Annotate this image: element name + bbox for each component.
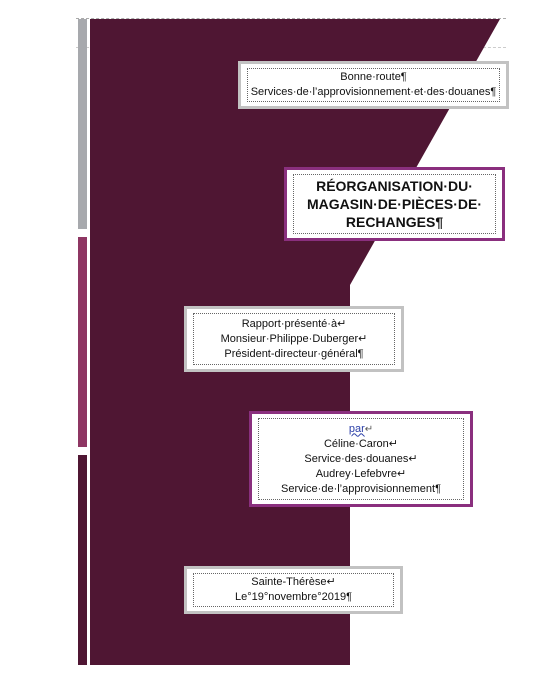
authors-line-1: Céline·Caron↵ [323, 437, 399, 450]
title-line-2: MAGASIN·DE·PIÈCES·DE· [306, 196, 482, 212]
authors-line-2: Service·des·douanes↵ [304, 452, 418, 465]
footer-line-2: Le°19°novembre°2019¶ [235, 591, 352, 603]
title-box[interactable] [284, 167, 505, 241]
footer-line-1: Sainte-Thérèse↵ [251, 576, 336, 588]
header-line-2: Services·de·l’approvisionnement·et·des·douanes¶ [250, 86, 497, 98]
authors-by-word: par [348, 422, 365, 435]
authors-line-4: Service·de·l’approvisionnement¶ [281, 482, 441, 495]
header-line-1: Bonne·route¶ [340, 71, 407, 83]
authors-box[interactable] [249, 411, 473, 507]
recipient-box[interactable] [184, 306, 404, 372]
authors-line-3: Audrey·Lefebvre↵ [315, 467, 407, 480]
recipient-line-1: Rapport·présenté·à↵ [241, 317, 347, 330]
header-box[interactable] [238, 61, 509, 109]
title-line-1: RÉORGANISATION·DU· [316, 178, 473, 194]
footer-box[interactable] [184, 566, 403, 614]
authors-by-line [259, 422, 463, 437]
title-line-3: RECHANGES¶ [345, 214, 444, 230]
recipient-line-3: Président-directeur·général¶ [224, 347, 364, 360]
recipient-line-2: Monsieur·Philippe·Duberger↵ [220, 332, 368, 345]
authors-by-mark: ↵ [364, 423, 374, 435]
